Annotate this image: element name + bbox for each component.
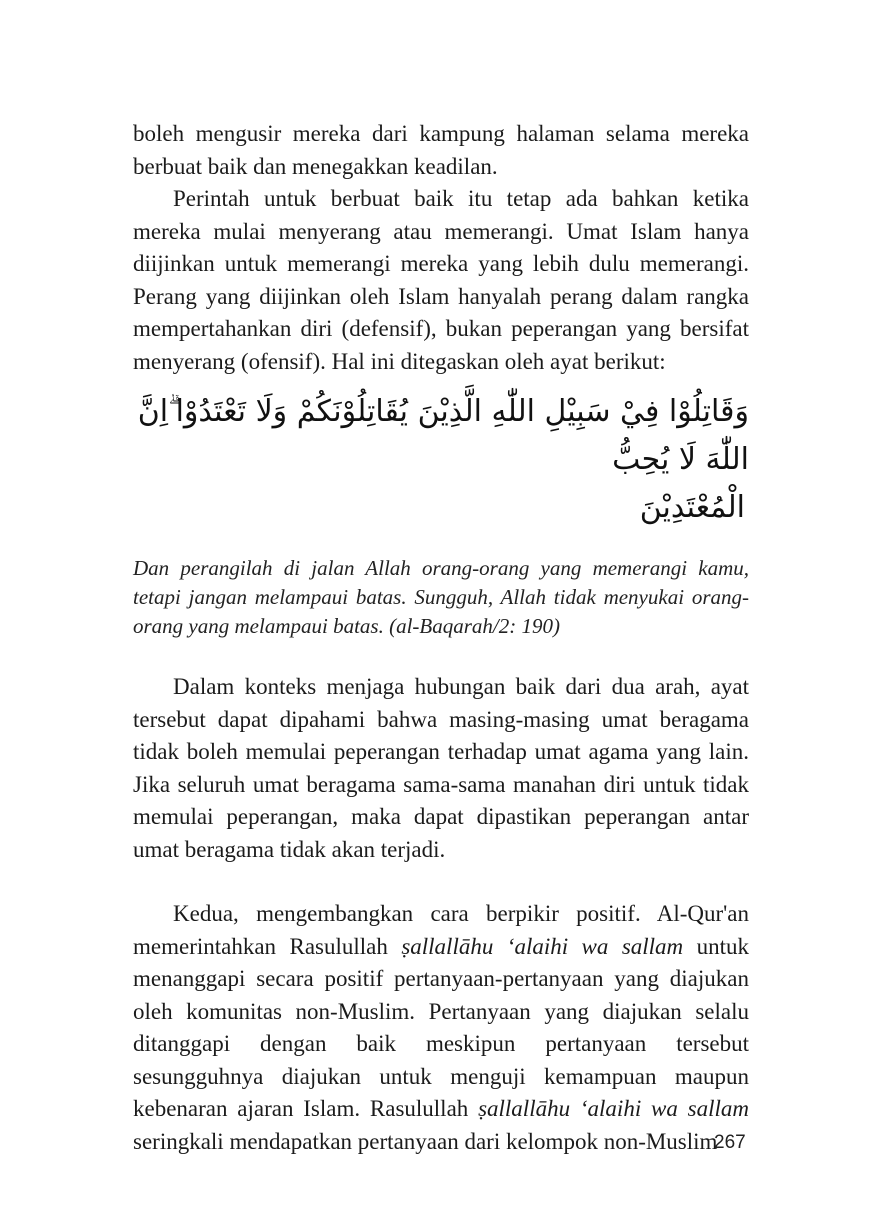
page-content [133,118,749,1158]
honorific-1: ṣallallāhu ‘alaihi wa sallam [401,933,684,959]
paragraph-3: Dalam konteks menjaga hubungan baik dari dua arah, ayat tersebut dapat dipahami bahwa masing-masing umat beragama tidak boleh memulai peperangan terhadap umat agama yang lain. Jika seluruh umat beragama sama-sama manahan diri untuk tidak memulai peperangan, maka dapat dipastikan peperangan antar umat beragama tidak akan terjadi. [133,674,749,862]
paragraph-2: Perintah untuk berbuat baik itu tetap ada bahkan ketika mereka mulai menyerang atau memerangi. Umat Islam hanya diijinkan untuk memerangi mereka yang lebih dulu memerangi. Perang yang diijinkan oleh Islam hanyalah perang dalam rangka mempertahankan diri (defensif), bukan peperangan yang bersifat menyerang (ofensif). Hal ini ditegaskan oleh ayat berikut: [133,186,749,374]
page-number: 267 [714,1132,746,1153]
honorific-2: ṣallallāhu ‘alaihi wa sallam [478,1096,749,1121]
quran-verse [133,388,749,532]
paragraph-4 [133,898,749,1158]
paragraph-4-part-2: untuk menanggapi secara positif pertanyaan-pertanyaan yang diajukan oleh komunitas non-Muslim. Pertanyaan yang diajukan selalu ditanggapi dengan baik meskipun pertanyaan tersebut sesungguhnya diajukan untuk menguji kemampuan maupun kebenaran ajaran Islam. Rasulullah [133,933,750,1121]
paragraph-4-part-3: seringkali mendapatkan pertanyaan dari kelompok non-Muslim [133,1128,718,1154]
quran-verse-line-2: الْمُعْتَدِيْنَ [639,490,745,525]
paragraph-4-part-1: Kedua, mengembangkan cara berpikir positif. Al-Qur'an memerintahkan Rasulullah [133,901,749,959]
quran-verse-line-1: وَقَاتِلُوْا فِيْ سَبِيْلِ اللّٰهِ الَّذِيْنَ يُقَاتِلُوْنَكُمْ وَلَا تَعْتَدُوْا ۗاِنَّ اللّٰهَ لَا يُحِبُّ [137,394,749,477]
paragraph-1: boleh mengusir mereka dari kampung halaman selama mereka berbuat baik dan menegakkan keadilan. [133,121,749,179]
verse-translation: Dan perangilah di jalan Allah orang-orang yang memerangi kamu, tetapi jangan melampaui batas. Sungguh, Allah tidak menyukai orang-orang yang melampaui batas. (al-Baqarah/2: 190) [133,556,749,638]
